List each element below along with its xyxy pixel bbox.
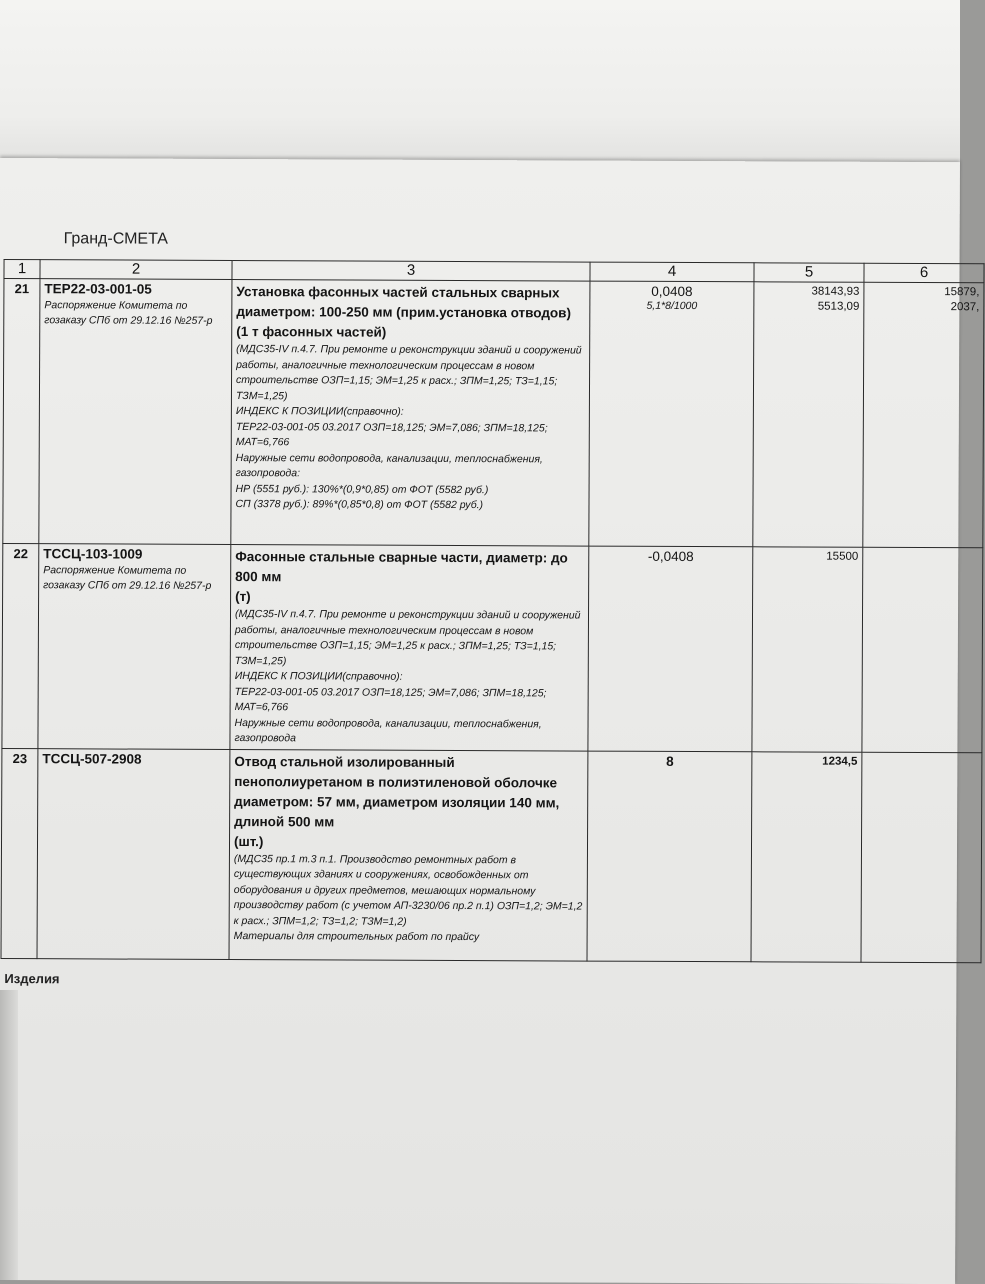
work-title: Установка фасонных частей стальных сварных диаметром: 100-250 мм (прим.установка отводов) [236, 284, 572, 321]
code-cell [38, 544, 231, 749]
estimate-page [0, 158, 980, 1284]
quantity-value: 8 [666, 753, 674, 769]
quantity-value: 0,0408 [651, 283, 693, 300]
cost-cell [863, 282, 984, 548]
quantity-cell [587, 751, 752, 962]
work-title: Фасонные стальные сварные части, диаметр: до 800 мм [235, 549, 568, 585]
work-title: Отвод стальной изолированный пенополиуретаном в полиэтиленовой оболочке диаметром: 57 мм, диаметром изоляции 140 мм, длиной 500 мм [234, 753, 560, 829]
rate-code: ТЕР22-03-001-05 [44, 281, 152, 297]
work-unit: (шт.) [233, 833, 264, 849]
description-cell [230, 545, 589, 751]
rate-code: ТССЦ-507-2908 [42, 750, 142, 767]
cost-wage: 2037, [950, 301, 980, 314]
cost-cell [862, 547, 983, 752]
section-label: Изделия [4, 971, 60, 987]
note-line: НР (5551 руб.): 130%*(0,9*0,85) от ФОТ (5582 руб.) [235, 482, 489, 496]
column-header: 6 [864, 263, 984, 283]
column-header: 4 [590, 262, 754, 282]
quantity-formula: 5,1*8/1000 [646, 299, 698, 313]
page-edge-shadow [0, 990, 18, 1280]
price-total: 1234,5 [822, 755, 858, 768]
description-cell [231, 280, 590, 547]
quantity-cell [589, 281, 754, 547]
regulation-text: Распоряжение Комитета по гозаказу СПб от 29.12.16 №257-р [43, 564, 212, 592]
description-cell [229, 749, 588, 961]
note-line: СП (3378 руб.): 89%*(0,85*0,8) от ФОТ (5582 руб.) [235, 498, 484, 512]
previous-page-edge [0, 0, 960, 165]
table-row [1, 748, 982, 962]
column-header: 1 [4, 260, 40, 279]
price-total: 15500 [826, 550, 859, 563]
cost-cell [861, 752, 982, 963]
note-line: (МДС35-IV п.4.7. При ремонте и реконструкции зданий и сооружений работы, аналогичные технологическим процессам в новом строительстве ОЗП=1,15; ЭМ=1,25 к расх.; ЗПМ=1,25; ТЗ=1,15; ТЗМ=1,25) [234, 608, 581, 667]
table-row [3, 279, 984, 548]
price-cell [751, 751, 862, 961]
note-line: Материалы для строительных работ по прайсу [233, 930, 480, 944]
code-cell [39, 279, 232, 545]
note-line: ИНДЕКС К ПОЗИЦИИ(справочно): [235, 405, 404, 418]
column-header: 3 [232, 261, 590, 282]
price-wage: 5513,09 [817, 300, 860, 313]
price-cell [752, 547, 863, 752]
cost-total: 15879, [944, 286, 980, 299]
note-line: ИНДЕКС К ПОЗИЦИИ(справочно): [234, 670, 403, 683]
quantity-value: -0,0408 [647, 548, 694, 565]
note-line: Наружные сети водопровода, канализации, теплоснабжения, газопровода [234, 716, 542, 745]
quantity-cell [588, 546, 753, 751]
price-total: 38143,93 [811, 285, 860, 298]
estimate-table [1, 259, 985, 963]
price-cell [753, 282, 864, 547]
rate-code: ТССЦ-103-1009 [43, 546, 143, 562]
position-number: 23 [1, 748, 38, 958]
position-number: 22 [2, 544, 39, 749]
brand-label: Гранд-СМЕТА [63, 230, 169, 248]
regulation-text: Распоряжение Комитета по гозаказу СПб от 29.12.16 №257-р [44, 299, 213, 327]
note-line: (МДС35 пр.1 т.3 п.1. Производство ремонтных работ в существующих зданиях и сооружениях, освобожденных от оборудования и других предметов, мешающих нормальному производству работ (с учетом АП-3230/06 пр.2 п.1) ОЗП=1,2; ЭМ=1,2 к расх.; ЗПМ=1,2; ТЗ=1,2; ТЗМ=1,2) [233, 852, 583, 928]
work-unit: (1 т фасонных частей) [236, 324, 387, 340]
table-row [2, 544, 983, 753]
position-number: 21 [3, 279, 40, 544]
code-cell [37, 748, 230, 959]
note-line: Наружные сети водопровода, канализации, теплоснабжения, газопровода: [235, 451, 543, 480]
work-unit: (т) [235, 589, 251, 605]
note-line: (МДС35-IV п.4.7. При ремонте и реконструкции зданий и сооружений работы, аналогичные технологическим процессам в новом строительстве ОЗП=1,15; ЭМ=1,25 к расх.; ЗПМ=1,25; ТЗ=1,15; ТЗМ=1,25) [235, 343, 582, 402]
note-line: ТЕР22-03-001-05 03.2017 ОЗП=18,125; ЭМ=7,086; ЗПМ=18,125; МАТ=6,766 [235, 420, 548, 449]
column-header: 2 [40, 260, 232, 280]
note-line: ТЕР22-03-001-05 03.2017 ОЗП=18,125; ЭМ=7,086; ЗПМ=18,125; МАТ=6,766 [234, 685, 547, 714]
column-header: 5 [754, 263, 864, 282]
